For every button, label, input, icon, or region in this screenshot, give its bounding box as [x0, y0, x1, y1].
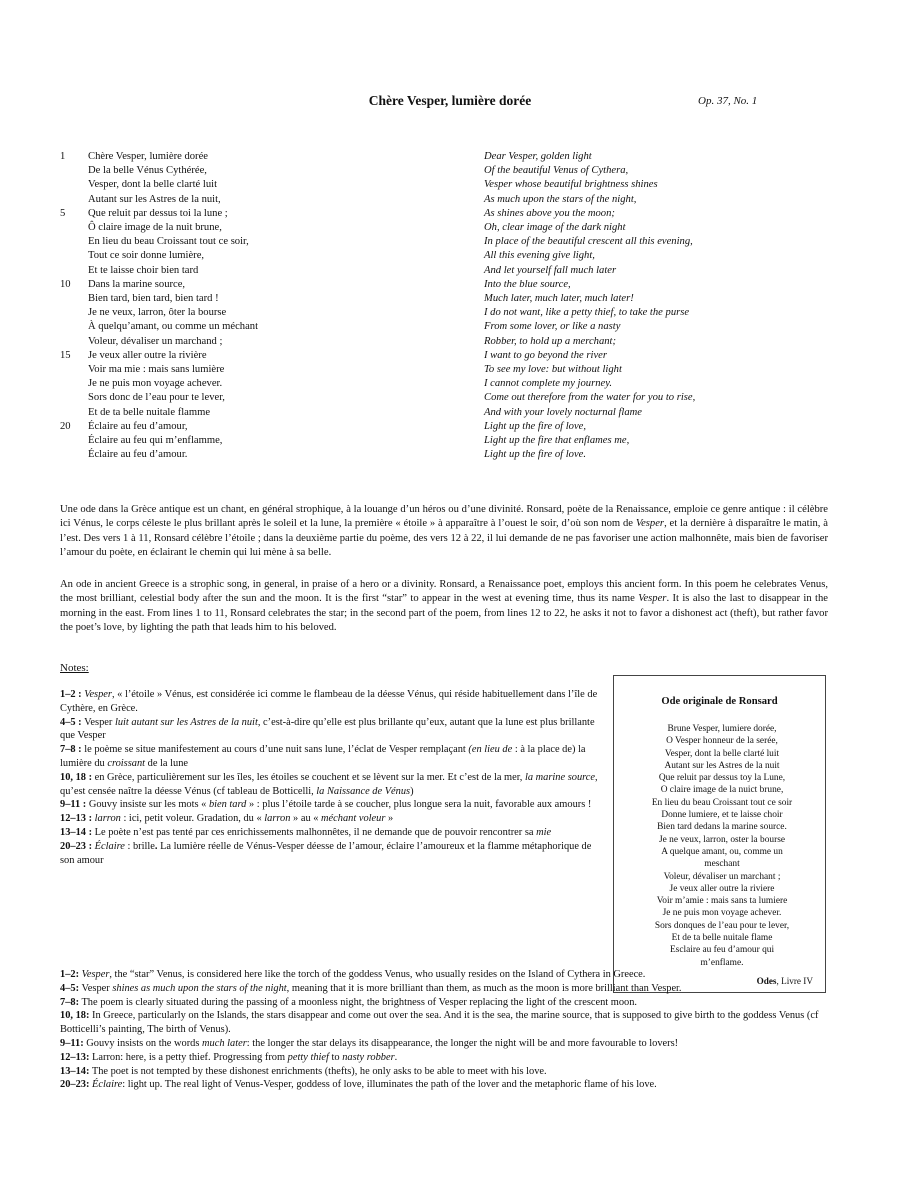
poem-line	[60, 221, 258, 235]
text: Vesper	[635, 518, 665, 530]
note-item: 12–13 : larron : ici, petit voleur. Gradation, du « larron » au « méchant voleur »	[60, 813, 394, 825]
poem-line	[60, 164, 258, 178]
translation-line: All this evening give light,	[484, 250, 595, 262]
ode-line: Voleur, dévaliser un marchant ;	[663, 871, 781, 882]
line-text: Dans la marine source,	[88, 278, 186, 290]
line-text: Et te laisse choir bien tard	[88, 264, 199, 276]
poem-line	[60, 335, 258, 349]
ode-line: A quelque amant, ou, comme un	[661, 846, 783, 857]
english-translation	[484, 150, 695, 462]
line-number	[60, 178, 88, 192]
ode-line: Voir m’amie : mais sans ta lumiere	[656, 896, 788, 907]
translation-line: I do not want, like a petty thief, to take the purse	[484, 307, 690, 319]
note-item: 9–11 : Gouvy insiste sur les mots « bien tard » : plus l’étoile tarde à se coucher, plus longue sera la nuit, favorable aux amours !	[60, 799, 592, 811]
translation-line: Vesper whose beautiful brightness shines	[484, 179, 658, 191]
line-number	[60, 363, 88, 377]
notes-heading: Notes:	[60, 662, 89, 674]
line-number	[60, 264, 88, 278]
intro-paragraph-fr	[60, 503, 828, 561]
ode-line: Bien tard dedans la marine source.	[657, 822, 787, 833]
translation-line: Come out therefore from the water for you to rise,	[484, 392, 696, 404]
poem-line	[60, 391, 258, 405]
poem-line	[60, 264, 258, 278]
poem-line	[60, 406, 258, 420]
line-number	[60, 235, 88, 249]
line-number	[60, 193, 88, 207]
line-text: Bien tard, bien tard, bien tard !	[88, 293, 219, 305]
line-number	[60, 306, 88, 320]
translation-line: From some lover, or like a nasty	[484, 321, 621, 333]
ode-line: Sors donques de l’eau pour te lever,	[654, 920, 790, 931]
note-item: 13–14: The poet is not tempted by these dishonest enrichments (thefts), he only asks to be able to meet with his love.	[60, 1065, 547, 1077]
line-text: Voir ma mie : mais sans lumière	[88, 364, 225, 376]
note-item: 12–13: Larron: here, is a petty thief. Progressing from petty thief to nasty robber.	[60, 1051, 398, 1063]
translation-line: In place of the beautiful crescent all this evening,	[484, 236, 693, 248]
translation-line: And let yourself fall much later	[484, 264, 617, 276]
ode-line: Vesper, dont la belle clarté luit	[664, 748, 780, 759]
line-number	[60, 292, 88, 306]
note-item: 1–2 : Vesper, « l’étoile » Vénus, est considérée ici comme le flambeau de la déesse Vénus, qui réside habituellement dans l’île de Cythère, en Grèce.	[60, 689, 598, 714]
ode-line: m’enflame.	[700, 957, 744, 968]
ode-line: Et de ta belle nuitale flame	[671, 933, 773, 944]
note-item: 4–5: Vesper shines as much upon the stars of the night, meaning that it is more brilliant than them, as much as the moon is more brilliant than Vesper.	[60, 982, 682, 994]
line-number	[60, 391, 88, 405]
text: Vesper	[638, 593, 667, 605]
line-text: Éclaire au feu d’amour.	[88, 449, 188, 461]
line-number: 5	[60, 207, 66, 219]
ode-line: O claire image de la nuict brune,	[660, 785, 784, 796]
opus-number: Op. 37, No. 1	[698, 95, 758, 107]
line-text: Ô claire image de la nuit brune,	[88, 222, 222, 234]
ode-source: Odes, Livre IV	[756, 976, 813, 986]
poem-line	[60, 249, 258, 263]
poem-line	[60, 377, 258, 391]
note-item: 7–8: The poem is clearly situated during the passing of a moonless night, the brightness of Vesper replacing the light of the crescent moon.	[60, 996, 638, 1008]
poem-line	[60, 448, 258, 462]
text: Une ode dans la Grèce antique est un chant, en général strophique, à la louange d’un héros ou d’une divinité. Ronsard, poète de la Renaissance, emploie ce genre antique : il célèbre ici Vénus, le corps céleste le plus brillant après le soleil et la lune, la première « étoile » à apparaître à l’ouest le soir, d’où son nom de	[60, 504, 828, 530]
line-text: Je ne veux, larron, ôter la bourse	[88, 307, 227, 319]
line-number: 1	[60, 151, 66, 162]
line-number	[60, 164, 88, 178]
notes-english	[60, 968, 830, 1092]
line-number	[60, 249, 88, 263]
note-item: 1–2: Vesper, the “star” Venus, is considered here like the torch of the goddess Venus, who usually resides on the Island of Cythera in Greece.	[60, 969, 646, 980]
ode-box-title: Ode originale de Ronsard	[661, 696, 778, 707]
ode-line: Esclaire au feu d’amour qui	[669, 945, 775, 956]
intro-paragraph-en	[60, 578, 828, 636]
note-item: 9–11: Gouvy insists on the words much later: the longer the star delays its disappearance, the longer the night will be and more favourable to lovers!	[60, 1037, 679, 1049]
line-number	[60, 320, 88, 334]
text: . It is also the last to disappear in the morning in the east. From lines 1 to 11, Ronsard celebrates the star; in the second part of the poem, from lines 12 to 22, he asks it not to favor a dishonest act (theft), but rather favor the poet’s love, by lighting the path that leads him to his beloved.	[60, 593, 828, 634]
ode-line: Je ne veux, larron, oster la bourse	[659, 834, 785, 845]
line-text: Sors donc de l’eau pour te lever,	[88, 392, 225, 404]
translation-line: Robber, to hold up a merchant;	[484, 335, 617, 347]
line-text: Éclaire au feu d’amour,	[88, 420, 188, 432]
line-text: De la belle Vénus Cythérée,	[88, 165, 207, 177]
text: An ode in ancient Greece is a strophic song, in general, in praise of a hero or a divinity. Ronsard, a Renaissance poet, employs this ancient form. In this poem he celebrates Venus, the most brilliant, celestial body after the sun and the moon. It is the first “star” to appear in the west at evening time, thus its name	[60, 579, 828, 605]
poem-line	[60, 363, 258, 377]
poem-line	[60, 306, 258, 320]
text: , et la dernière à disparaître le matin, à l’est. Des vers 1 à 11, Ronsard célèbre l’étoile ; dans la deuxième partie du poème, des vers 12 à 22, il lui demande de ne pas favoriser une action malhonnête, mais bien de favoriser l’amour du poète, en éclairant le chemin qui lui mène à sa belle.	[60, 518, 829, 559]
line-number	[60, 406, 88, 420]
line-number	[60, 377, 88, 391]
original-ode-box	[613, 675, 826, 993]
page-title: Chère Vesper, lumière dorée	[368, 93, 532, 108]
ode-line: Je ne puis mon voyage achever.	[662, 908, 782, 919]
line-text: Que reluit par dessus toi la lune ;	[88, 207, 228, 219]
translation-line: I cannot complete my journey.	[484, 378, 612, 390]
note-item: 10, 18: In Greece, particularly on the Islands, the stars disappear and come out over the sea. And it is the sea, the marine source, that is supposed to give birth to the goddess Venus (cf Botticelli’s painting, The birth of Venus).	[60, 1010, 819, 1036]
line-text: Je ne puis mon voyage achever.	[88, 378, 223, 390]
line-number	[60, 335, 88, 349]
note-item: 13–14 : Le poète n’est pas tenté par ces enrichissements malhonnêtes, il ne demande que de pouvoir rencontrer sa mie	[60, 826, 552, 838]
note-item: 7–8 : le poème se situe manifestement au cours d’une nuit sans lune, l’éclat de Vesper remplaçant (en lieu de : à la place de) la lumière du croissant de la lune	[60, 744, 586, 769]
ode-line: meschant	[704, 859, 740, 870]
poem-line	[60, 207, 258, 221]
translation-line: I want to go beyond the river	[484, 349, 607, 361]
line-text: Éclaire au feu qui m’enflamme,	[88, 435, 223, 447]
line-number	[60, 221, 88, 235]
translation-line: Dear Vesper, golden light	[484, 151, 592, 162]
ode-line: Brune Vesper, lumiere dorée,	[667, 724, 777, 734]
ode-line: Que reluit par dessus toy la Lune,	[658, 773, 786, 784]
line-text: En lieu du beau Croissant tout ce soir,	[88, 236, 249, 248]
poem-line	[60, 178, 258, 192]
translation-line: Much later, much later, much later!	[484, 293, 634, 305]
line-number: 15	[60, 349, 71, 361]
translation-line: As shines above you the moon;	[484, 207, 615, 219]
translation-line: And with your lovely nocturnal flame	[484, 406, 642, 418]
translation-line: Of the beautiful Venus of Cythera,	[484, 165, 629, 177]
line-text: À quelqu’amant, ou comme un méchant	[88, 321, 259, 333]
poem-line	[60, 434, 258, 448]
poem-line	[60, 193, 258, 207]
poem-line	[60, 292, 258, 306]
notes-french	[60, 688, 600, 867]
french-poem	[60, 150, 258, 462]
line-number	[60, 434, 88, 448]
poem-line	[60, 235, 258, 249]
line-text: Je veux aller outre la rivière	[88, 349, 207, 361]
translation-line: Into the blue source,	[484, 278, 571, 290]
translation-line: As much upon the stars of the night,	[484, 193, 637, 205]
line-text: Vesper, dont la belle clarté luit	[88, 179, 218, 191]
ode-original-text	[622, 723, 822, 969]
line-number	[60, 448, 88, 462]
poem-line	[60, 150, 258, 164]
line-number: 20	[60, 420, 71, 432]
poem-line	[60, 278, 258, 292]
ode-line: O Vesper honneur de la serée,	[666, 736, 778, 747]
line-text: Tout ce soir donne lumière,	[88, 250, 205, 262]
line-text: Chère Vesper, lumière dorée	[88, 151, 208, 162]
ode-line: Je veux aller outre la riviere	[669, 883, 775, 894]
line-text: Et de ta belle nuitale flamme	[88, 406, 211, 418]
poem-line	[60, 349, 258, 363]
line-text: Autant sur les Astres de la nuit,	[88, 193, 221, 205]
translation-line: Light up the fire of love,	[484, 420, 587, 432]
translation-line: Light up the fire of love.	[484, 449, 587, 461]
translation-line: To see my love: but without light	[484, 364, 622, 376]
translation-line: Light up the fire that enflames me,	[484, 435, 630, 447]
note-item: 20–23: Éclaire: light up. The real light of Venus-Vesper, goddess of love, illuminates the path of the lover and the metaphoric flame of his love.	[60, 1079, 657, 1091]
note-item: 20–23 : Éclaire : brille. La lumière réelle de Vénus-Vesper déesse de l’amour, éclaire l’amoureux et la flamme métaphorique de son amour	[60, 840, 592, 866]
poem-line	[60, 320, 258, 334]
ode-line: Donne lumiere, et te laisse choir	[661, 810, 783, 821]
ode-line: En lieu du beau Croissant tout ce soir	[651, 797, 793, 808]
note-item: 4–5 : Vesper luit autant sur les Astres de la nuit, c’est-à-dire qu’elle est plus brillante qu’eux, autant que la lune est plus brillante que Vesper	[60, 716, 595, 742]
ode-line: Autant sur les Astres de la nuit	[664, 760, 780, 771]
translation-line: Oh, clear image of the dark night	[484, 222, 626, 234]
note-item: 10, 18 : en Grèce, particulièrement sur les îles, les étoiles se couchent et se lèvent sur la mer. Et c’est de la mer, la marine source, qu’est censée naître la déesse Vénus (cf tableau de Botticelli, la Naissance de Vénus)	[60, 771, 598, 797]
line-number: 10	[60, 278, 71, 290]
poem-line	[60, 420, 258, 434]
line-text: Voleur, dévaliser un marchand ;	[88, 335, 223, 347]
